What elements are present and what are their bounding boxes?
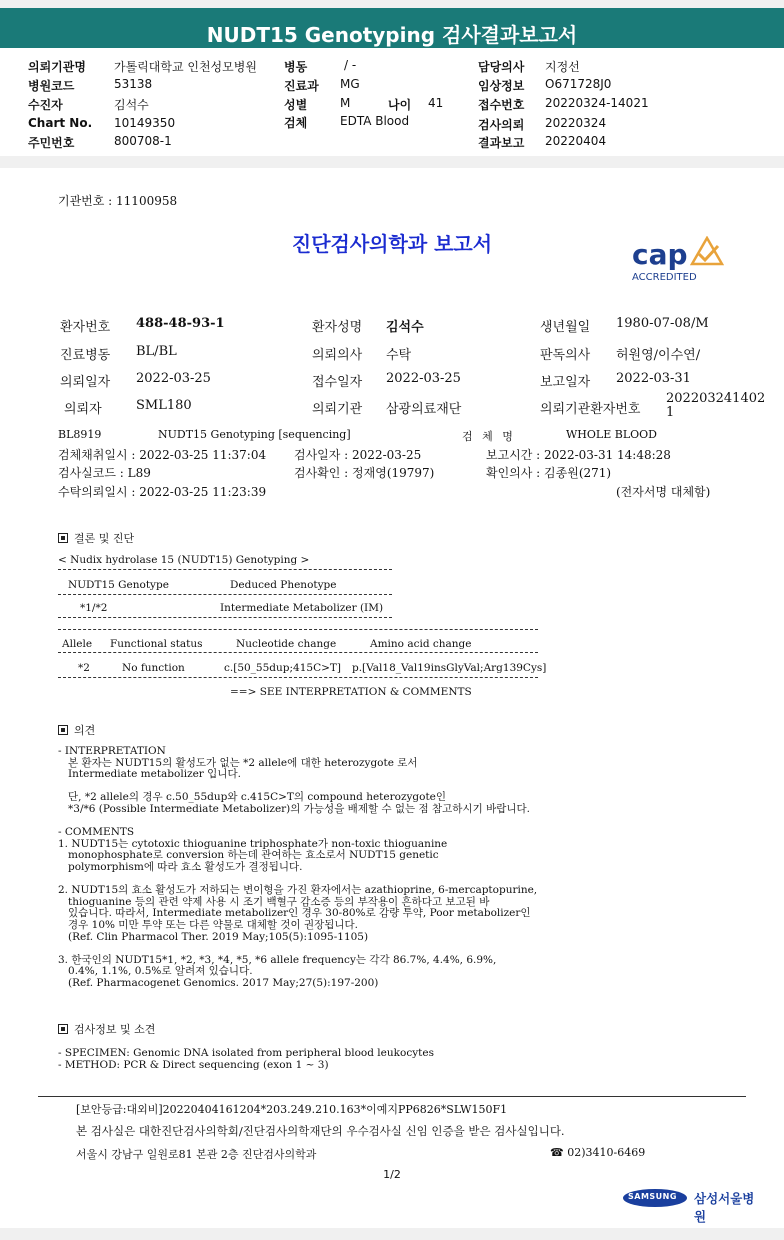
report-time: 보고시간 : 2022-03-31 14:48:28 (486, 448, 671, 462)
interpretation-line: polymorphism에 따라 효소 활성도가 결정됩니다. (58, 861, 303, 873)
info-label: Chart No. (28, 116, 93, 130)
patient-label: 환자성명 (312, 320, 363, 335)
info-value: EDTA Blood (340, 114, 410, 128)
cap-accredited-text: ACCREDITED (632, 272, 697, 283)
info-value: 53138 (114, 77, 153, 91)
info-value: 가톨릭대학교 인천성모병원 (114, 60, 257, 74)
info-label: 검체 (284, 116, 308, 130)
allele-value: *2 (78, 662, 90, 674)
cap-check-icon (690, 236, 724, 266)
test-date: 검사일자 : 2022-03-25 (294, 448, 422, 462)
info-label: 병동 (284, 60, 308, 74)
genotype-header: NUDT15 Genotype (68, 579, 169, 591)
test-name: NUDT15 Genotyping [sequencing] (158, 428, 351, 441)
report-footer (38, 1096, 746, 1165)
table-divider (58, 617, 392, 618)
info-value: 800708-1 (114, 134, 172, 148)
info-label: 의뢰기관명 (28, 60, 86, 74)
request-time: 수탁의뢰일시 : 2022-03-25 11:23:39 (58, 485, 267, 499)
info-value: 김석수 (114, 98, 149, 112)
cap-logo-text: cap (632, 238, 688, 271)
interpretation-line: 경우 10% 미만 투약 또는 다른 약물로 대체할 것이 권장됩니다. (58, 919, 359, 931)
interpretation-line: 2. NUDT15의 효소 활성도가 저하되는 변이형을 가진 환자에서는 azathioprine, 6-mercaptopurine, (58, 884, 538, 897)
test-confirm: 검사확인 : 정재영(19797) (294, 466, 435, 480)
functional-value: No function (122, 662, 185, 674)
confirm-doctor: 확인의사 : 김종원(271) (486, 466, 612, 480)
patient-value: 202203241402 (666, 391, 766, 406)
phenotype-header: Deduced Phenotype (230, 579, 337, 591)
address-line: 서울시 강남구 일원로81 본관 2층 진단검사의학과 (76, 1148, 317, 1161)
patient-label: 의뢰일자 (60, 375, 111, 390)
info-value: 41 (428, 96, 444, 110)
patient-value: 2022-03-25 (386, 371, 461, 386)
patient-value: 2022-03-25 (136, 371, 211, 386)
info-value: 20220324-14021 (545, 96, 649, 110)
interpretation-line: 단, *2 allele의 경우 c.50_55dup와 c.415C>T의 compound heterozygote인 (58, 791, 447, 804)
esign-note: (전자서명 대체함) (616, 485, 711, 499)
samsung-text: SAMSUNG (628, 1192, 677, 1201)
patient-label: 의뢰자 (64, 402, 102, 417)
interpretation-line: - COMMENTS (58, 826, 135, 839)
patient-value: 허원영/이수연/ (616, 348, 701, 363)
interpretation-line: Intermediate metabolizer 입니다. (58, 768, 241, 781)
amino-acid-header: Amino acid change (370, 638, 472, 650)
patient-label: 보고일자 (540, 375, 591, 390)
phone-line: ☎ 02)3410-6469 (550, 1146, 646, 1159)
nucleotide-header: Nucleotide change (236, 638, 337, 650)
patient-value: 488-48-93-1 (136, 316, 225, 331)
section-title: 검사정보 및 소견 (74, 1023, 156, 1036)
hospital-name: 삼성서울병원 (694, 1191, 755, 1224)
section-title: 의견 (74, 724, 96, 737)
allele-header: Allele (62, 638, 93, 650)
phenotype-value: Intermediate Metabolizer (IM) (220, 602, 384, 614)
table-divider (58, 594, 392, 595)
table-divider (58, 629, 538, 630)
interpretation-line: 3. 한국인의 NUDT15*1, *2, *3, *4, *5, *6 allele frequency는 각각 86.7%, 4.4%, 6.9%, (58, 953, 497, 966)
method-line: - METHOD: PCR & Direct sequencing (exon 1 ~ 3) (58, 1059, 329, 1071)
specimen-line: - SPECIMEN: Genomic DNA isolated from peripheral blood leukocytes (58, 1047, 434, 1059)
info-label: 성별 (284, 98, 308, 112)
patient-value: 수탁 (386, 348, 412, 363)
info-label: 나이 (388, 98, 412, 112)
info-label: 접수번호 (478, 98, 525, 112)
info-value: / - (344, 58, 357, 72)
patient-value: BL/BL (136, 344, 177, 359)
info-value: 지정선 (545, 60, 580, 74)
lab-code: 검사실코드 : L89 (58, 466, 151, 480)
patient-label: 의뢰기관환자번호 (540, 402, 641, 417)
table-divider (58, 652, 538, 653)
info-value: MG (340, 77, 360, 91)
info-value: O671728J0 (545, 77, 612, 91)
info-label: 수진자 (28, 98, 63, 112)
interpretation-line: (Ref. Pharmacogenet Genomics. 2017 May;27(5):197-200) (58, 977, 379, 989)
table-divider (58, 677, 538, 678)
institution-number: 기관번호 : 11100958 (58, 194, 178, 208)
info-label: 병원코드 (28, 79, 75, 93)
genotyping-title: < Nudix hydrolase 15 (NUDT15) Genotyping > (58, 554, 310, 566)
patient-label: 환자번호 (60, 320, 111, 335)
patient-label: 진료병동 (60, 348, 111, 363)
specimen-label: 검 체 명 (462, 430, 513, 443)
genotype-value: *1/*2 (80, 602, 108, 614)
interpretation-line: (Ref. Clin Pharmacol Ther. 2019 May;105(5):1095-1105) (58, 930, 369, 943)
patient-label: 접수일자 (312, 375, 363, 390)
section-test-info (58, 1021, 155, 1037)
section-title: 결론 및 진단 (74, 532, 135, 545)
interpretation-line: 본 환자는 NUDT15의 활성도가 없는 *2 allele에 대한 heterozygote 로서 (58, 756, 418, 769)
info-value: 20220324 (545, 116, 607, 130)
section-conclusion (58, 530, 134, 546)
report-title: 진단검사의학과 보고서 (291, 232, 493, 256)
amino-acid-value: p.[Val18_Val19insGlyVal;Arg139Cys] (352, 662, 547, 674)
patient-value: 1980-07-08/M (616, 316, 709, 331)
request-info-panel (0, 48, 784, 156)
nucleotide-value: c.[50_55dup;415C>T] (224, 662, 342, 674)
interpretation-line: thioguanine 등의 관련 약제 사용 시 조기 백혈구 감소증 등의 부작용이 흔하다고 보고된 바 (58, 895, 490, 908)
interpretation-line: monophosphate로 conversion 하는데 관여하는 효소로서 NUDT15 genetic (58, 849, 439, 862)
specimen-value: WHOLE BLOOD (566, 428, 657, 441)
section-bullet-icon (58, 725, 68, 735)
patient-value: 삼광의료재단 (386, 402, 462, 417)
section-bullet-icon (58, 1024, 68, 1034)
info-label: 검사의뢰 (478, 118, 525, 132)
info-label: 주민번호 (28, 136, 75, 150)
patient-value: 2022-03-31 (616, 371, 691, 386)
table-divider (58, 569, 392, 570)
interpretation-line: 0.4%, 1.1%, 0.5%로 알려져 있습니다. (58, 965, 253, 978)
certification-line: 본 검사실은 대한진단검사의학회/진단검사의학재단의 우수검사실 신임 인증을 받은 검사실입니다. (76, 1124, 565, 1138)
report-page (0, 168, 784, 1228)
security-line: [보안등급:대외비]20220404161204*203.249.210.163*이예지PP6826*SLW150F1 (76, 1103, 508, 1116)
info-value: 10149350 (114, 116, 176, 130)
patient-label: 의뢰의사 (312, 348, 363, 363)
page-number: 1/2 (383, 1168, 401, 1181)
patient-label: 의뢰기관 (312, 402, 363, 417)
functional-header: Functional status (110, 638, 203, 650)
interpretation-line: *3/*6 (Possible Intermediate Metabolizer)의 가능성을 배제할 수 없는 점 참고하시기 바랍니다. (58, 803, 530, 815)
info-value: M (340, 96, 351, 110)
info-label: 진료과 (284, 79, 319, 93)
cap-accredited-logo (630, 240, 730, 284)
info-label: 담당의사 (478, 60, 525, 74)
see-interpretation: ==> SEE INTERPRETATION & COMMENTS (230, 686, 472, 698)
patient-value: 김석수 (386, 320, 424, 335)
info-label: 결과보고 (478, 136, 525, 150)
interpretation-line: 1. NUDT15는 cytotoxic thioguanine triphosphate가 non-toxic thioguanine (58, 837, 448, 850)
section-opinion (58, 722, 95, 738)
report-header (0, 0, 784, 48)
patient-label: 판독의사 (540, 348, 591, 363)
interpretation-line: 있습니다. 따라서, Intermediate metabolizer인 경우 30-80%로 감량 투약, Poor metabolizer인 (58, 907, 531, 920)
section-bullet-icon (58, 533, 68, 543)
interpretation-line: - INTERPRETATION (58, 745, 166, 757)
patient-value: SML180 (136, 398, 192, 413)
collect-time: 검체채취일시 : 2022-03-25 11:37:04 (58, 448, 267, 462)
patient-label: 생년월일 (540, 320, 591, 335)
samsung-hospital-logo (622, 1184, 762, 1224)
info-value: 20220404 (545, 134, 607, 148)
test-code: BL8919 (58, 428, 102, 441)
header-title: NUDT15 Genotyping 검사결과보고서 (206, 23, 578, 47)
info-label: 임상정보 (478, 79, 525, 93)
patient-value-cont: 1 (666, 405, 675, 420)
